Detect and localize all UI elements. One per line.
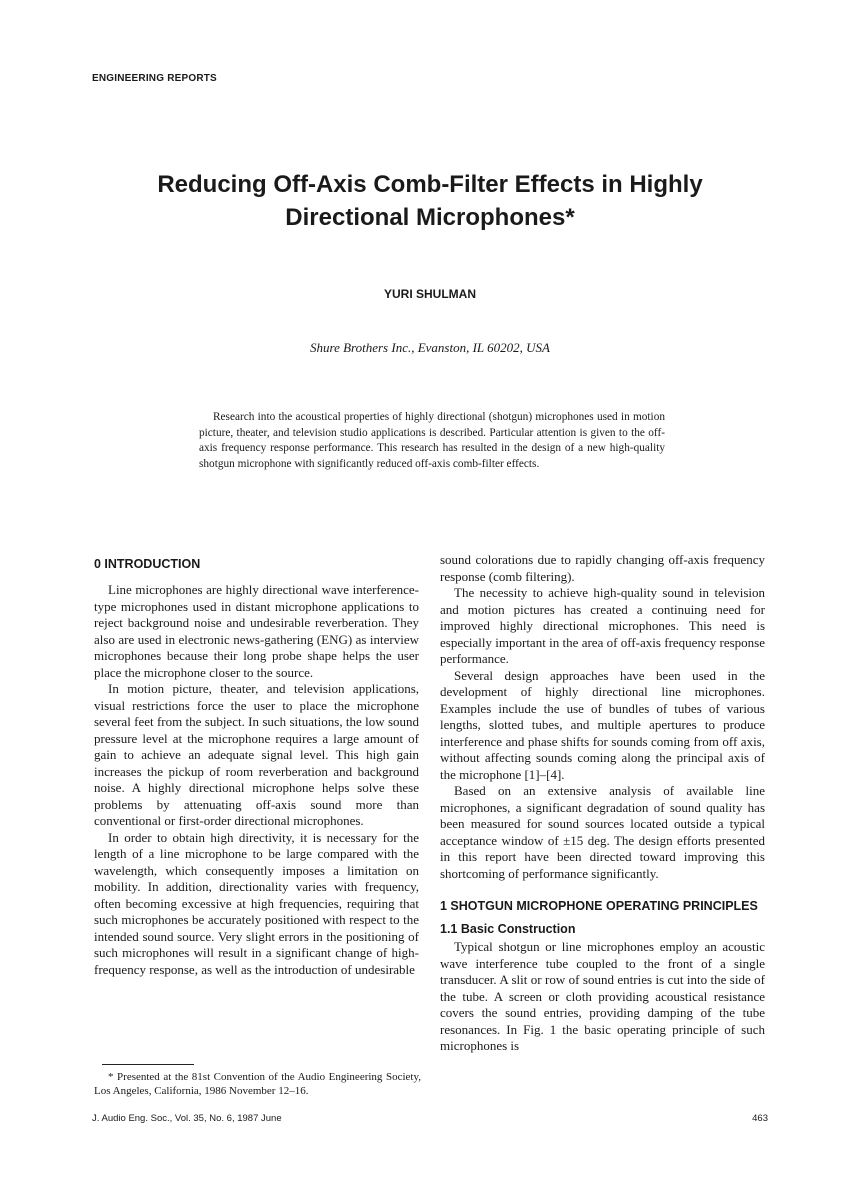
author-name: YURI SHULMAN bbox=[384, 287, 476, 301]
paragraph: The necessity to achieve high-quality sound in television and motion pictures has created a continuing need for improved highly directional microphones. This need is especially important in the area of off-axis frequency response performance. bbox=[440, 585, 765, 666]
title-line-1: Reducing Off-Axis Comb-Filter Effects in Highly bbox=[157, 171, 703, 198]
paragraph: Based on an extensive analysis of available line microphones, a significant degradation of sound quality has been measured for sound sources located outside a typical acceptance window of ±15 deg. The design efforts presented in this report have been directed toward improving this shortcoming of performance significantly. bbox=[440, 783, 765, 881]
section-heading-operating-principles: 1 SHOTGUN MICROPHONE OPERATING PRINCIPLES bbox=[440, 899, 758, 913]
paragraph: In motion picture, theater, and television applications, visual restrictions force the user to place the microphone several feet from the subject. In such situations, the low sound pressure level at the microphone requires a large amount of gain to achieve an adequate signal level. This high gain increases the pickup of room reverberation and background noise. A highly directional microphone helps solve these problems by attenuating off-axis sound more than conventional or first-order directional microphones. bbox=[94, 681, 419, 828]
paragraph: Line microphones are highly directional wave interference-type microphones used in distant microphone applications to reject background noise and undesirable reverberation. They also are used in electronic news-gathering (ENG) as interview microphones because their long probe shape helps the user place the microphone closer to the source. bbox=[94, 582, 419, 680]
paragraph: Typical shotgun or line microphones employ an acoustic wave interference tube coupled to the front of a single transducer. A slit or row of sound entries is cut into the side of the tube. A screen or cloth providing acoustical resistance covers the sound entries, providing damping of the tube resonances. In Fig. 1 the basic operating principle of such microphones is bbox=[440, 939, 765, 1053]
footnote: * Presented at the 81st Convention of the Audio Engineering Society, Los Angeles, California, 1986 November 12–16. bbox=[94, 1071, 421, 1097]
abstract: Research into the acoustical properties of highly directional (shotgun) microphones used in motion picture, theater, and television studio applications is described. Particular attention is given to the off-axis frequency response performance. This research has resulted in the design of a new high-quality shotgun microphone with significantly reduced off-axis comb-filter effects. bbox=[199, 411, 665, 470]
footnote-divider bbox=[102, 1064, 194, 1065]
section-heading-introduction: 0 INTRODUCTION bbox=[94, 557, 201, 571]
paragraph: In order to obtain high directivity, it is necessary for the length of a line microphone to be large compared with the wavelength, which consequently imposes a limitation on mobility. In addition, directionality varies with frequency, often becoming excessive at high frequencies, requiring that such microphones be accurately positioned with respect to the intended sound source. Very slight errors in the positioning of such microphones will result in a significant change of high-frequency response, as well as the introduction of undesirable bbox=[94, 829, 419, 977]
title-line-2: Directional Microphones* bbox=[285, 204, 575, 231]
paragraph: sound colorations due to rapidly changing off-axis frequency response (comb filtering). bbox=[440, 552, 765, 584]
subsection-heading-basic-construction: 1.1 Basic Construction bbox=[440, 922, 576, 936]
paragraph: Several design approaches have been used in the development of highly directional line microphones. Examples include the use of bundles of tubes of various lengths, slotted tubes, and multiple apertures to produce interference and phase shifts for sounds coming from off axis, without affecting sounds coming along the principal axis of the microphone [1]–[4]. bbox=[440, 667, 765, 782]
author-affiliation: Shure Brothers Inc., Evanston, IL 60202, USA bbox=[310, 340, 550, 355]
running-header: ENGINEERING REPORTS bbox=[92, 73, 217, 84]
journal-citation: J. Audio Eng. Soc., Vol. 35, No. 6, 1987 June bbox=[92, 1113, 282, 1124]
page-number: 463 bbox=[752, 1113, 768, 1124]
right-column bbox=[440, 552, 765, 1055]
paper-title bbox=[92, 168, 768, 234]
left-column bbox=[94, 556, 419, 978]
